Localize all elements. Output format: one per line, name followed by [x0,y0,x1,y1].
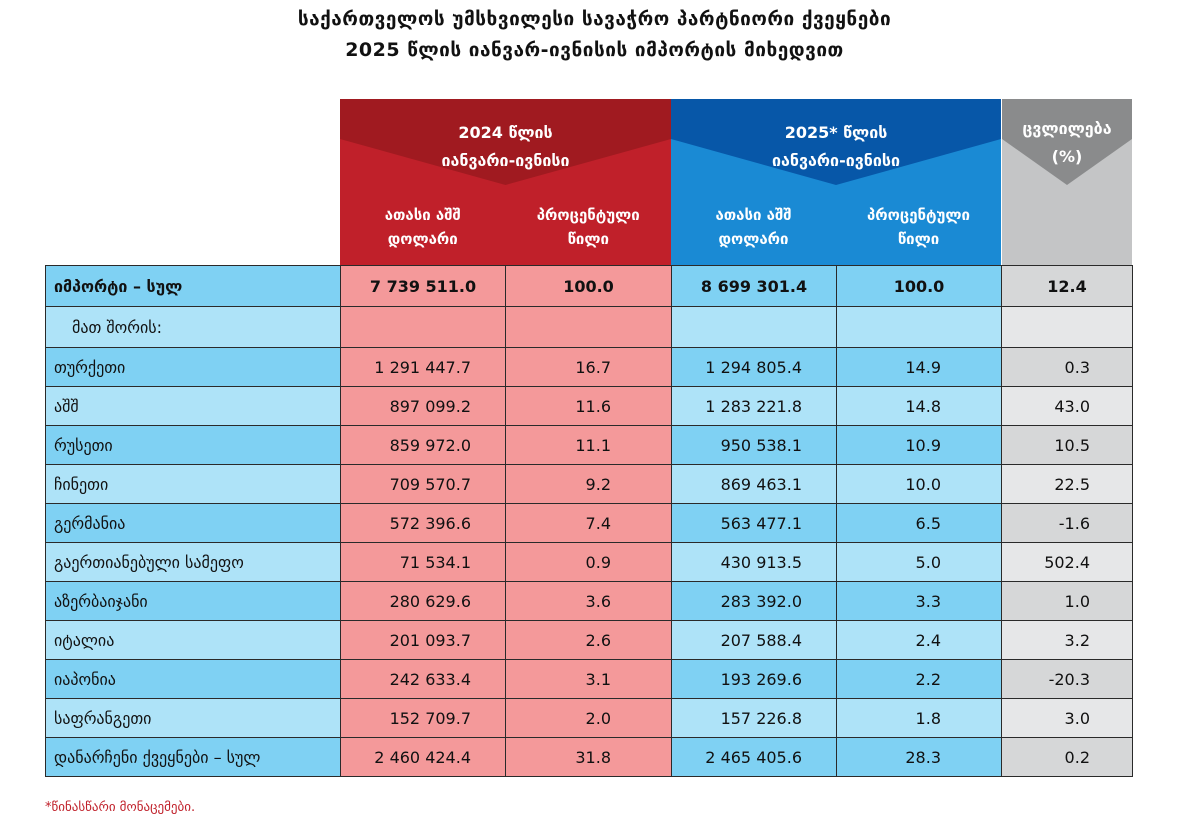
share-2025: 28.3 [837,738,1002,777]
change: 3.0 [1002,699,1133,738]
change: 1.0 [1002,582,1133,621]
country-label: ჩინეთი [46,465,341,504]
value-2025: 1 294 805.4 [672,348,837,387]
change: -1.6 [1002,504,1133,543]
subheader-row [46,307,1133,348]
change: 0.2 [1002,738,1133,777]
share-2025: 3.3 [837,582,1002,621]
header-2025-value-line1: ათასი აშშ [715,206,792,224]
share-2024: 11.6 [506,387,672,426]
change: 3.2 [1002,621,1133,660]
value-2025: 193 269.6 [672,660,837,699]
value-2025: 2 465 405.6 [672,738,837,777]
value-2024: 280 629.6 [341,582,506,621]
value-2024: 2 460 424.4 [341,738,506,777]
change: 43.0 [1002,387,1133,426]
value-2025: 869 463.1 [672,465,837,504]
table-row [46,699,1133,738]
value-2024: 152 709.7 [341,699,506,738]
country-label: აშშ [46,387,341,426]
share-2024: 2.6 [506,621,672,660]
title-line-1: საქართველოს უმსხვილესი სავაჭრო პარტნიორი ქვეყნები [297,8,892,30]
country-label: გაერთიანებული სამეფო [46,543,341,582]
value-2024: 572 396.6 [341,504,506,543]
change: 0.3 [1002,348,1133,387]
country-label: აზერბაიჯანი [46,582,341,621]
header-2025 [671,99,1001,265]
share-2024: 7.4 [506,504,672,543]
total-value-2024: 7 739 511.0 [341,266,506,307]
share-2025: 14.8 [837,387,1002,426]
share-2024: 3.1 [506,660,672,699]
header-2025-year: 2025* წლის [784,123,888,142]
value-2025: 157 226.8 [672,699,837,738]
value-2024: 71 534.1 [341,543,506,582]
share-2025: 1.8 [837,699,1002,738]
header-2024-value-line2: დოლარი [387,230,458,248]
table-row [46,426,1133,465]
title-line-2: 2025 წლის იანვარ-ივნისის იმპორტის მიხედვით [345,39,844,61]
header-2025-share-col [836,203,1001,251]
share-2024: 3.6 [506,582,672,621]
country-label: რუსეთი [46,426,341,465]
header-2025-share-line1: პროცენტული [867,206,970,224]
subheader-label: მათ შორის: [46,307,341,348]
header-2024 [340,99,671,265]
header-2024-period [340,119,671,175]
country-label: დანარჩენი ქვეყნები – სულ [46,738,341,777]
total-row [46,266,1133,307]
share-2025: 14.9 [837,348,1002,387]
total-share-2024: 100.0 [506,266,672,307]
country-label: საფრანგეთი [46,699,341,738]
value-2025: 283 392.0 [672,582,837,621]
share-2024: 2.0 [506,699,672,738]
header-2025-value-col [671,203,836,251]
value-2024: 859 972.0 [341,426,506,465]
value-2025: 1 283 221.8 [672,387,837,426]
table-row [46,348,1133,387]
header-change [1002,99,1132,265]
header-2024-share-col [506,203,672,251]
header-2025-value-line2: დოლარი [718,230,789,248]
total-value-2025: 8 699 301.4 [672,266,837,307]
value-2024: 709 570.7 [341,465,506,504]
change: 10.5 [1002,426,1133,465]
table-row [46,660,1133,699]
country-label: იაპონია [46,660,341,699]
share-2025: 10.9 [837,426,1002,465]
subheader-empty-cell [1002,307,1133,348]
total-label: იმპორტი – სულ [46,266,341,307]
share-2025: 2.2 [837,660,1002,699]
header-change-line2: (%) [1051,147,1083,166]
table-row [46,504,1133,543]
change: -20.3 [1002,660,1133,699]
share-2024: 0.9 [506,543,672,582]
subheader-empty-cell [341,307,506,348]
value-2025: 563 477.1 [672,504,837,543]
header-2025-share-line2: წილი [897,230,940,248]
import-table [45,265,1133,777]
total-change: 12.4 [1002,266,1133,307]
change: 22.5 [1002,465,1133,504]
total-share-2025: 100.0 [837,266,1002,307]
subheader-empty-cell [672,307,837,348]
share-2025: 5.0 [837,543,1002,582]
header-change-line1: ცვლილება [1022,119,1112,138]
footnote: *წინასწარი მონაცემები. [45,800,196,815]
value-2024: 897 099.2 [341,387,506,426]
table-row [46,621,1133,660]
header-2024-share-line2: წილი [567,230,609,248]
subheader-empty-cell [837,307,1002,348]
share-2025: 10.0 [837,465,1002,504]
share-2024: 16.7 [506,348,672,387]
subheader-empty-cell [506,307,672,348]
header-2024-value-line1: ათასი აშშ [384,206,461,224]
value-2024: 1 291 447.7 [341,348,506,387]
value-2024: 242 633.4 [341,660,506,699]
header-change-title [1002,115,1132,171]
share-2025: 2.4 [837,621,1002,660]
share-2024: 31.8 [506,738,672,777]
share-2024: 9.2 [506,465,672,504]
change: 502.4 [1002,543,1133,582]
share-2025: 6.5 [837,504,1002,543]
header-2024-months: იანვარი-ივნისი [441,151,570,170]
value-2024: 201 093.7 [341,621,506,660]
value-2025: 207 588.4 [672,621,837,660]
header-2025-months: იანვარი-ივნისი [772,151,900,170]
header-2024-year: 2024 წლის [458,123,553,142]
value-2025: 950 538.1 [672,426,837,465]
header-2024-value-col [340,203,506,251]
header-2024-share-line1: პროცენტული [536,206,640,224]
header-2025-period [671,119,1001,175]
table-row [46,543,1133,582]
country-label: იტალია [46,621,341,660]
value-2025: 430 913.5 [672,543,837,582]
import-table-body [46,266,1133,777]
table-row [46,582,1133,621]
share-2024: 11.1 [506,426,672,465]
table-row [46,465,1133,504]
country-label: გერმანია [46,504,341,543]
table-row [46,387,1133,426]
country-label: თურქეთი [46,348,341,387]
table-row [46,738,1133,777]
